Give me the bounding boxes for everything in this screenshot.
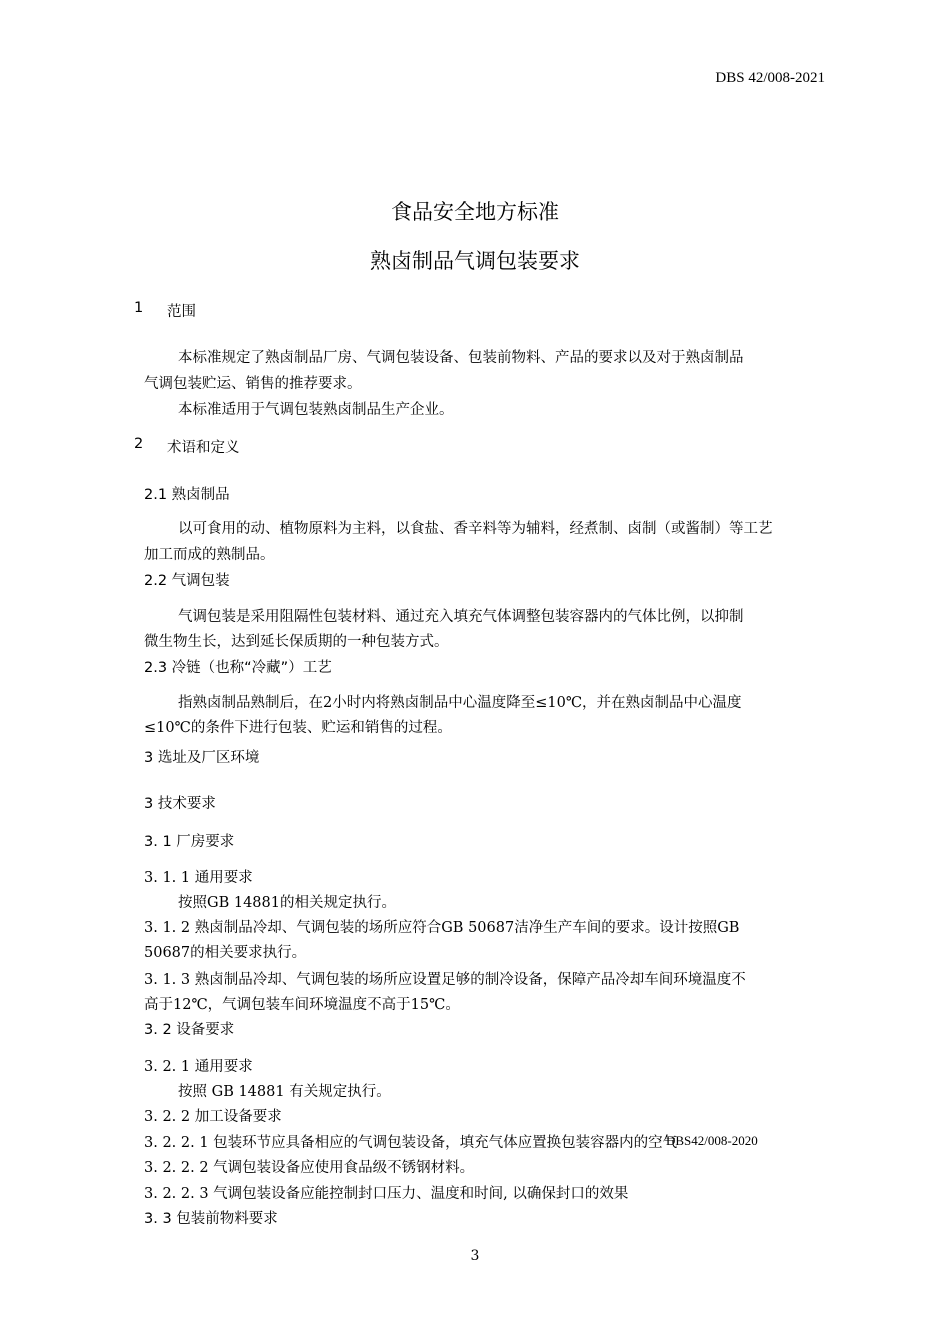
section-3-1-title: 3. 1 厂房要求 (144, 834, 235, 850)
section-2-title: 术语和定义 (167, 440, 240, 456)
section-1-para-2: 本标准适用于气调包装熟卤制品生产企业。 (178, 402, 454, 418)
clause-3-1-1-text: 按照GB 14881的相关规定执行。 (178, 895, 396, 911)
clause-3-1-2: 3. 1. 2 熟卤制品冷却、气调包装的场所应符合GB 50687洁净生产车间的要求。设计按照GB (144, 920, 740, 936)
section-3-site-title: 3 选址及厂区环境 (144, 750, 260, 766)
section-2-2-para: 气调包装是采用阻隔性包装材料、通过充入填充气体调整包装容器内的气体比例，以抑制 (178, 609, 744, 625)
section-2-3-para: 指熟卤制品熟制后，在2小时内将熟卤制品中心温度降至≤10℃，并在熟卤制品中心温度 (178, 695, 742, 711)
clause-3-2-2-1: 3. 2. 2. 1 包装环节应具备相应的气调包装设备，填充气体应置换包装容器内的空气 (144, 1135, 678, 1151)
section-2-2-title: 2.2 气调包装 (144, 573, 230, 589)
clause-3-2-2-3: 3. 2. 2. 3 气调包装设备应能控制封口压力、温度和时间, 以确保封口的效果 (144, 1186, 629, 1202)
clause-3-1-3: 3. 1. 3 熟卤制品冷却、气调包装的场所应设置足够的制冷设备，保障产品冷却车间环境温度不 (144, 972, 746, 988)
clause-3-2-2-2: 3. 2. 2. 2 气调包装设备应使用食品级不锈钢材料。 (144, 1160, 475, 1176)
section-2-1-title: 2.1 熟卤制品 (144, 487, 230, 503)
section-2-3-title: 2.3 冷链（也称“冷藏”）工艺 (144, 660, 332, 676)
overlay-document-code: DBS42/008-2020 (666, 1133, 758, 1148)
clause-3-1-1: 3. 1. 1 通用要求 (144, 870, 253, 886)
clause-3-1-2-cont: 50687的相关要求执行。 (144, 945, 307, 961)
section-1-para-1: 本标准规定了熟卤制品厂房、气调包装设备、包装前物料、产品的要求以及对于熟卤制品 (178, 350, 744, 366)
section-3-3-title: 3. 3 包装前物料要求 (144, 1211, 278, 1227)
section-1-title: 范围 (167, 304, 196, 320)
document-code: DBS 42/008-2021 (715, 70, 825, 86)
section-2-1-para: 以可食用的动、植物原料为主料，以食盐、香辛料等为辅料，经煮制、卤制（或酱制）等工艺 (178, 521, 773, 537)
section-2-2-para-cont: 微生物生长，达到延长保质期的一种包装方式。 (144, 634, 449, 650)
title-line-2: 熟卤制品气调包装要求 (370, 249, 580, 273)
title-line-1: 食品安全地方标准 (391, 200, 559, 224)
section-1-number: 1 (134, 300, 144, 316)
page-number: 3 (470, 1248, 480, 1264)
clause-3-2-1: 3. 2. 1 通用要求 (144, 1059, 253, 1075)
section-1-para-1-cont: 气调包装贮运、销售的推荐要求。 (144, 376, 362, 392)
section-3-2-title: 3. 2 设备要求 (144, 1022, 235, 1038)
clause-3-2-1-text: 按照 GB 14881 有关规定执行。 (178, 1084, 391, 1100)
section-2-1-para-cont: 加工而成的熟制品。 (144, 547, 275, 563)
section-3-title: 3 技术要求 (144, 796, 216, 812)
clause-3-1-3-cont: 高于12℃，气调包装车间环境温度不高于15℃。 (144, 997, 460, 1013)
section-2-3-para-cont: ≤10℃的条件下进行包装、贮运和销售的过程。 (144, 720, 452, 736)
clause-3-2-2: 3. 2. 2 加工设备要求 (144, 1109, 282, 1125)
section-2-number: 2 (134, 436, 144, 452)
